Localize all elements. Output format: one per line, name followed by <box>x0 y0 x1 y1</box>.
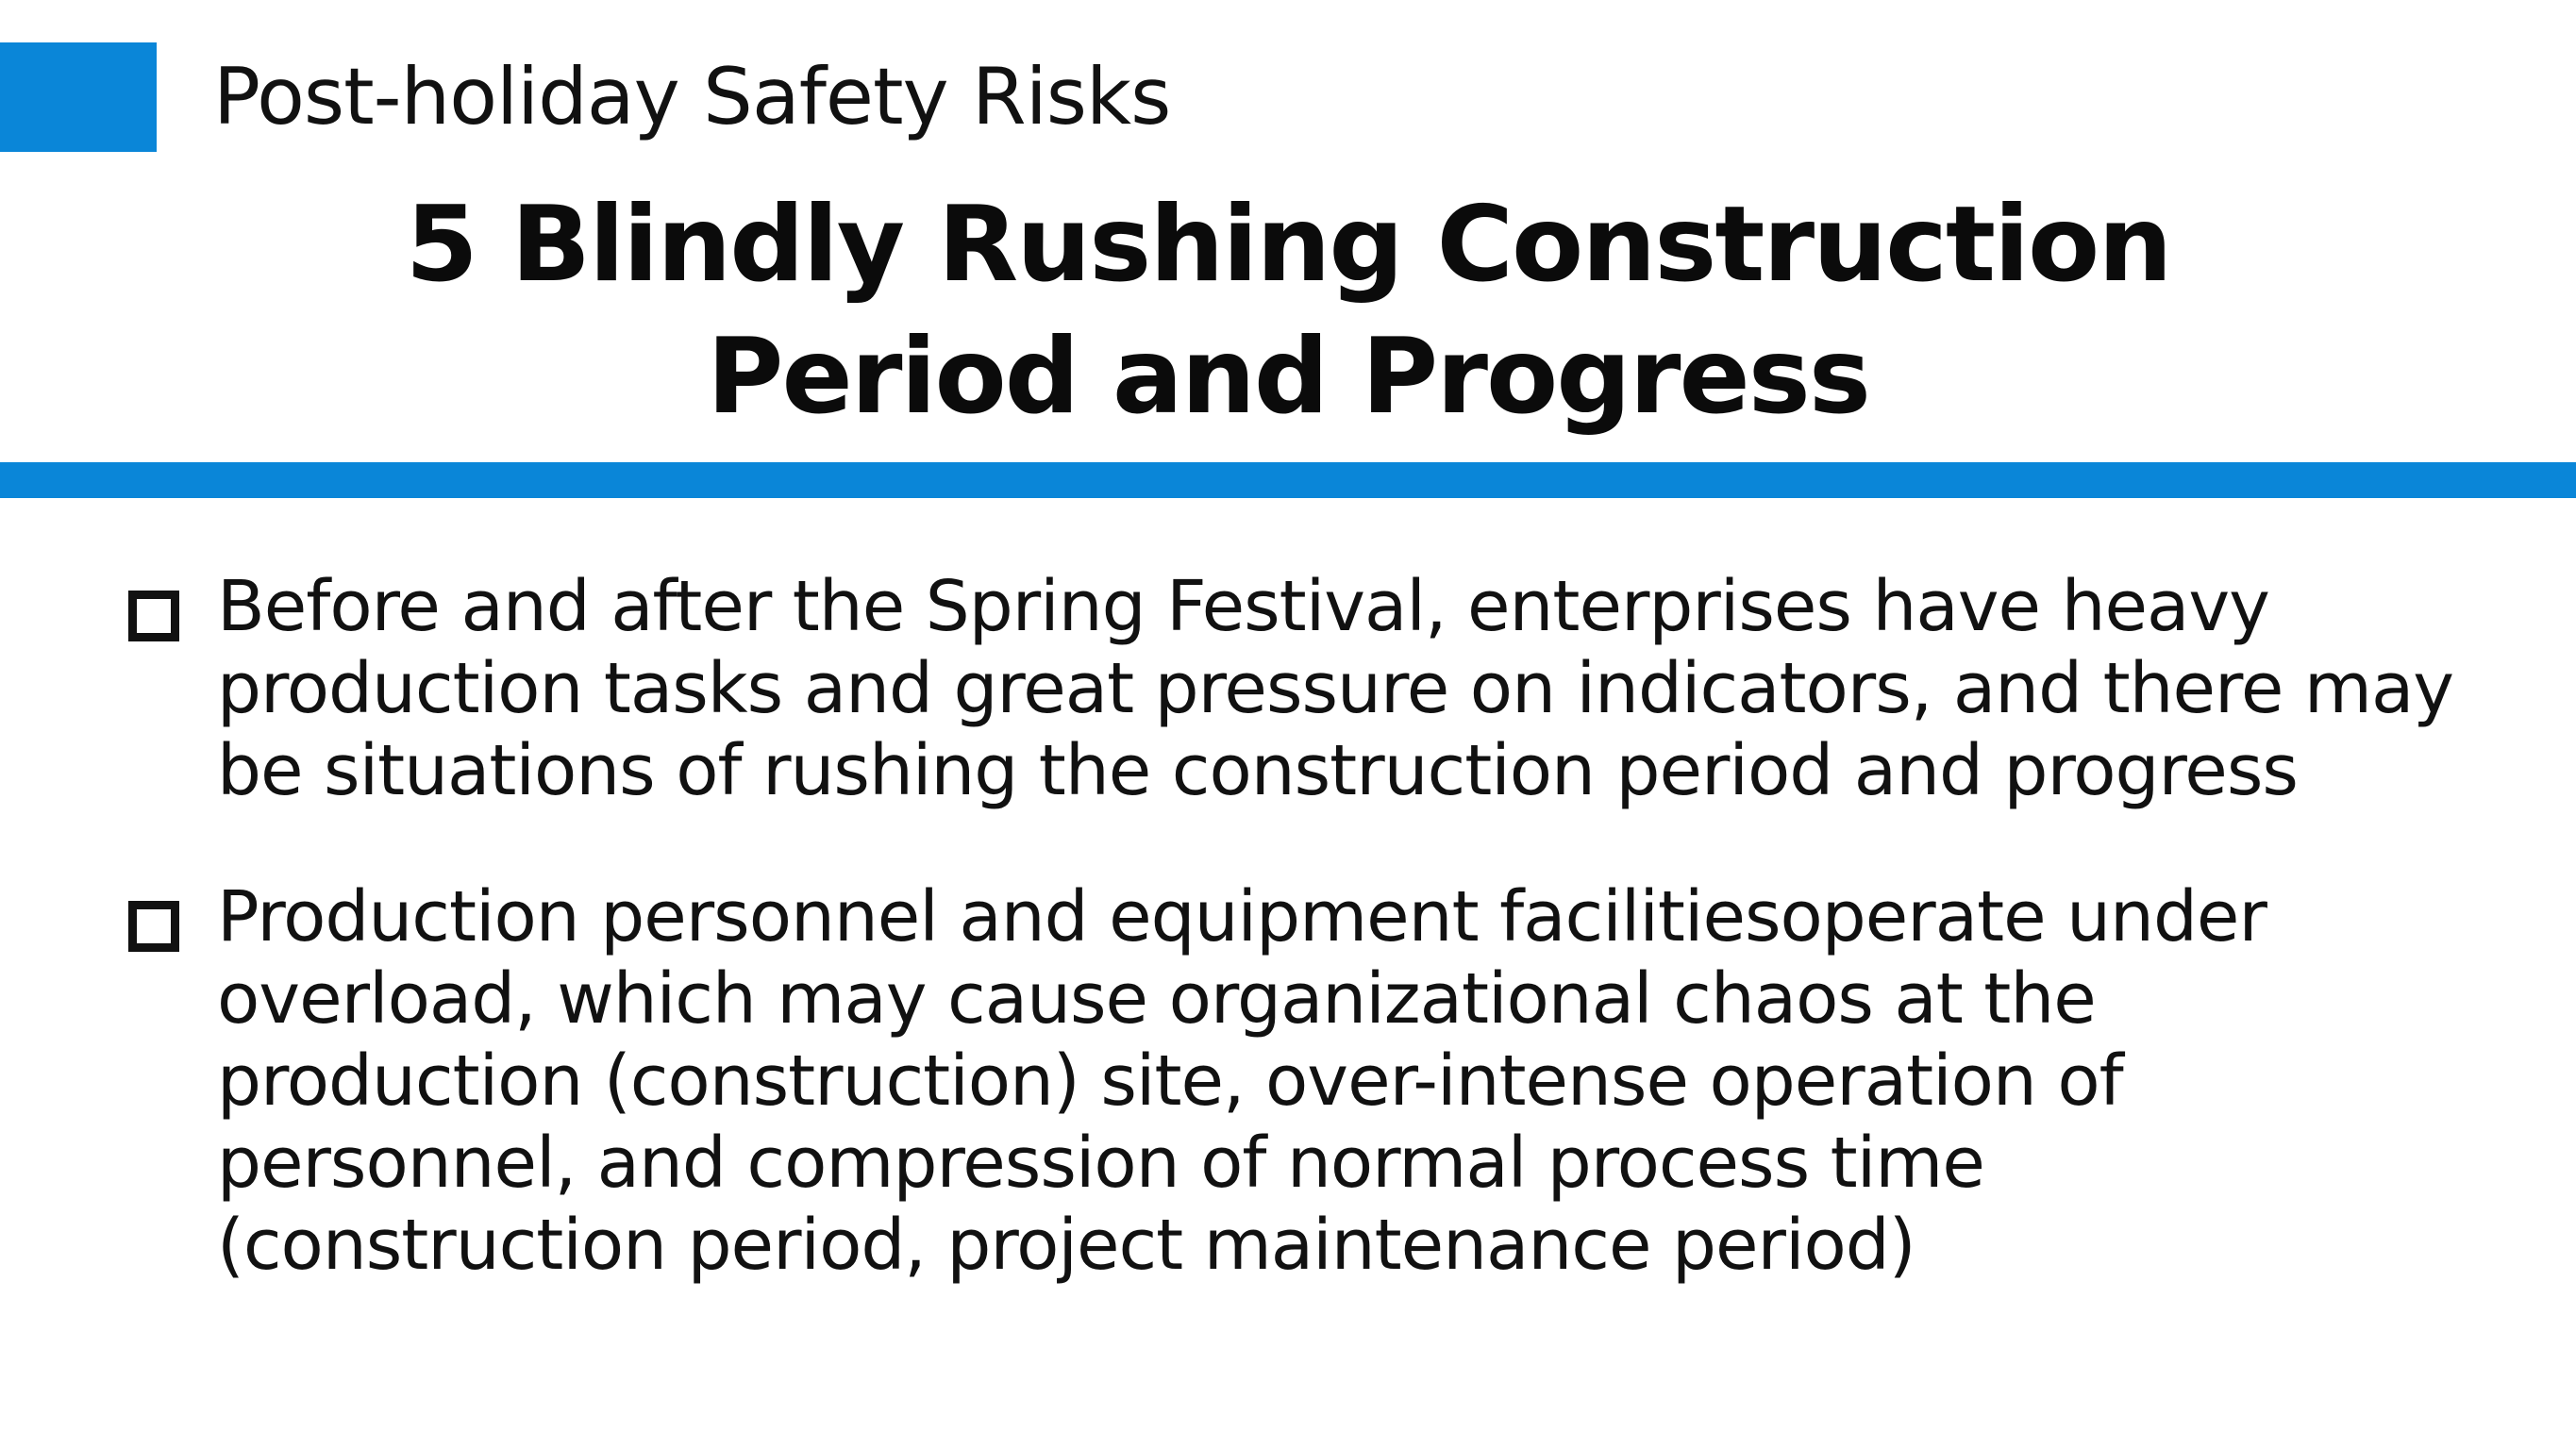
bullet-text <box>217 876 2491 1287</box>
bullet-line: be situations of rushing the construction period and progress <box>217 730 2298 811</box>
page-title-line-1: 5 Blindly Rushing Construction <box>405 184 2171 306</box>
section-kicker: Post-holiday Safety Risks <box>213 51 1171 142</box>
bullet-line: overload, which may cause organizational chaos at the <box>217 958 2096 1040</box>
bullet-line: production tasks and great pressure on indicators, and there may <box>217 648 2454 729</box>
bullet-line: personnel, and compression of normal process time <box>217 1123 1984 1204</box>
bullet-line: production (construction) site, over-intense operation of <box>217 1040 2123 1122</box>
checkbox-icon <box>128 901 179 952</box>
bullet-text <box>217 566 2491 812</box>
bullet-line: Before and after the Spring Festival, enterprises have heavy <box>217 566 2269 647</box>
bullet-line: Production personnel and equipment facilitiesoperate under <box>217 876 2267 957</box>
page-title-line-2: Period and Progress <box>707 316 1869 438</box>
checkbox-icon <box>128 591 179 641</box>
bullet-line: (construction period, project maintenance period) <box>217 1205 1915 1286</box>
